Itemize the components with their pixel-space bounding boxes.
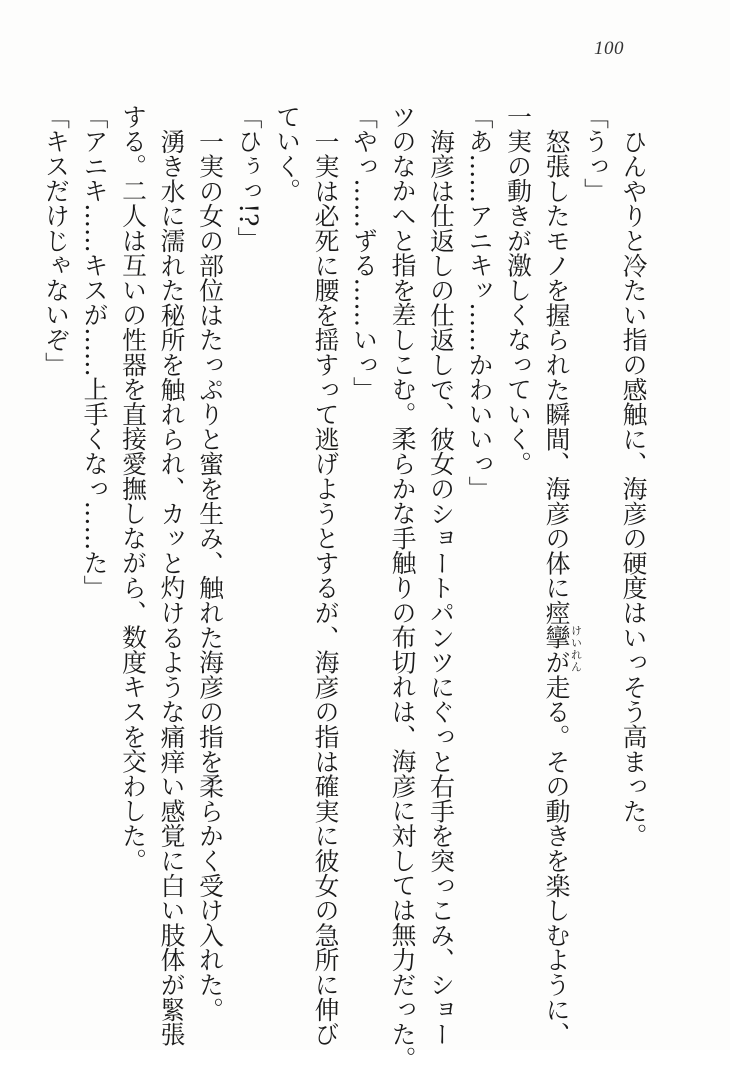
ruby-base	[542, 600, 583, 673]
text-line: 海彦は仕返しの仕返しで、彼女のショートパンツにぐっと右手を突っこみ、ショー	[426, 128, 456, 1047]
text-line: 一実の動きが激しくなっていく。	[503, 104, 533, 476]
text-line: ていく。	[272, 104, 302, 204]
text-line: ツのなかへと指を差しこむ。柔らかな手触りの布切れは、海彦に対しては無力だった。	[388, 104, 417, 1071]
text-line: 「あ……アニキッ……かわいいっ」	[465, 104, 494, 501]
ruby-base-text: 痙攣	[542, 600, 571, 650]
text-line: 「キスだけじゃないぞ」	[41, 104, 71, 377]
text-line: 一実の女の部位はたっぷりと蜜を生み、触れた海彦の指を柔らかく受け入れた。	[195, 128, 225, 1022]
text-line: 「うっ」	[580, 104, 610, 204]
text-line: ひんやりと冷たい指の感触に、海彦の硬度はいっそう高まった。	[619, 128, 648, 848]
ruby-annotation: けいれん	[569, 624, 583, 673]
text-line: 湧き水に濡れた秘所を触れられ、カッと灼けるような痛痒い感覚に白い肢体が緊張	[157, 128, 186, 1047]
text-line: 「ひぅっ!?」	[234, 104, 263, 252]
page-number: 100	[594, 38, 624, 59]
text-line: 「アニキ……キスが……上手くなっ……た」	[80, 104, 109, 600]
text-line: する。二人は互いの性器を直接愛撫しながら、数度キスを交わした。	[118, 104, 148, 873]
text-segment: 怒張したモノを握られた瞬間、海彦の体に	[542, 128, 571, 600]
text-line: 「やっ……ずる……いっ」	[349, 104, 379, 402]
text-line: 一実は必死に腰を揺すって逃げようとするが、海彦の指は確実に彼女の急所に伸び	[311, 128, 340, 1047]
text-line-with-ruby	[537, 104, 583, 1047]
text-segment: が走る。その動きを楽しむように、	[542, 649, 571, 1047]
vertical-text-body	[36, 104, 652, 1071]
